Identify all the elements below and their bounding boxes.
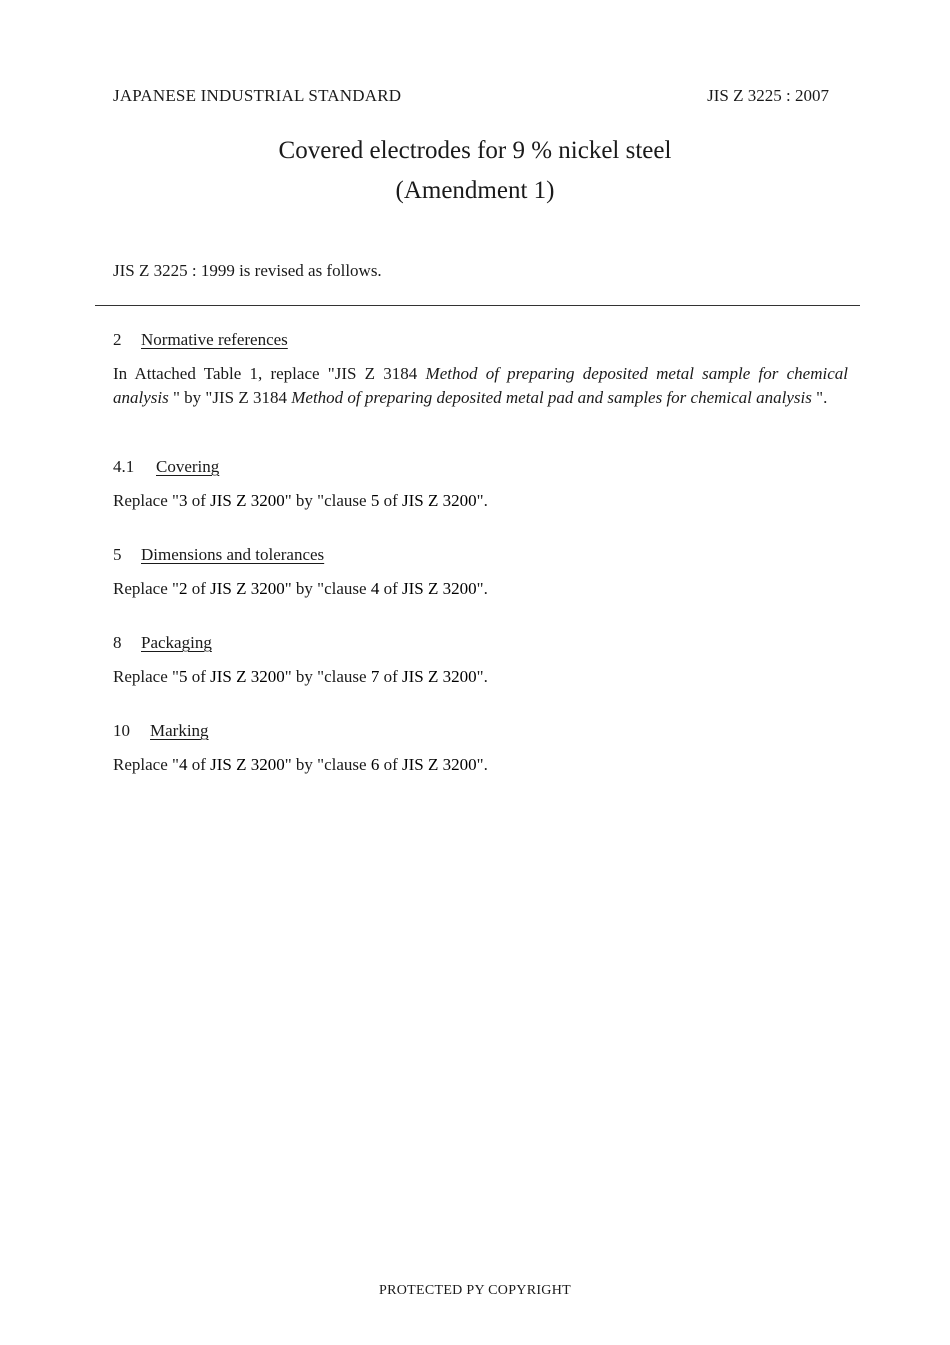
section-body [113,489,848,513]
body-text: Replace " [113,755,179,774]
section-title: Marking [150,721,209,740]
new-clause-number: 6 [370,755,380,774]
body-text: ". [811,388,828,407]
old-clause-number: 2 [178,579,188,598]
body-text: of [187,579,211,598]
section-heading [113,719,848,743]
body-text: of [187,491,211,510]
standard-reference: JIS Z 3200 [210,491,285,510]
section-marking [113,719,848,777]
body-text: of [187,755,211,774]
header-standard-number: JIS Z 3225 : 2007 [707,86,829,105]
document-title-reference: Method of preparing deposited metal pad and samples for chemical analysis [291,388,812,407]
section-body [113,362,848,410]
body-text: ". [476,667,488,686]
copyright-footer: PROTECTED PY COPYRIGHT [379,1283,571,1298]
body-text: " by "clause [284,491,371,510]
standard-reference: JIS Z 3200 [210,667,285,686]
section-dimensions-and-tolerances [113,543,848,601]
section-number: 5 [113,545,122,564]
horizontal-divider [95,305,860,306]
new-clause-number: 4 [370,579,380,598]
body-text: In Attached Table 1, replace "JIS Z 3184 [113,364,426,383]
standard-reference: JIS Z 3200 [402,579,477,598]
body-text: of [379,491,403,510]
body-text: Replace " [113,491,179,510]
old-clause-number: 4 [178,755,188,774]
standard-reference: JIS Z 3200 [402,491,477,510]
body-text: of [379,755,403,774]
section-title: Covering [156,457,220,476]
section-title: Dimensions and tolerances [141,545,325,564]
section-packaging [113,631,848,689]
body-text: ". [476,579,488,598]
intro-statement: JIS Z 3225 : 1999 is revised as follows. [113,261,382,280]
section-body [113,577,848,601]
body-text: " by "clause [284,755,371,774]
body-text: of [379,579,403,598]
section-covering [113,455,848,513]
section-body [113,665,848,689]
standard-reference: JIS Z 3200 [402,667,477,686]
old-clause-number: 5 [178,667,188,686]
body-text: of [379,667,403,686]
body-text: ". [476,755,488,774]
document-title-reference: Method of preparing deposited metal sample for chemical analysis [113,364,848,407]
document-subtitle: (Amendment 1) [395,177,555,204]
new-clause-number: 7 [370,667,380,686]
section-body [113,753,848,777]
header-standard-label: JAPANESE INDUSTRIAL STANDARD [113,86,402,105]
document-title: Covered electrodes for 9 % nickel steel [278,137,672,164]
section-number: 8 [113,633,122,652]
section-heading [113,543,848,567]
section-heading [113,631,848,655]
section-title: Packaging [141,633,212,652]
body-text: of [187,667,211,686]
standard-reference: JIS Z 3200 [210,579,285,598]
old-clause-number: 3 [178,491,188,510]
new-clause-number: 5 [370,491,380,510]
section-number: 10 [113,721,130,740]
section-heading [113,328,848,352]
body-text: Replace " [113,667,179,686]
body-text: Replace " [113,579,179,598]
body-text: ". [476,491,488,510]
body-text: " by "clause [284,667,371,686]
section-normative-references [113,328,848,410]
section-title: Normative references [141,330,288,349]
body-text: " by "JIS Z 3184 [168,388,292,407]
body-text: " by "clause [284,579,371,598]
section-number: 2 [113,330,122,349]
standard-reference: JIS Z 3200 [210,755,285,774]
section-number: 4.1 [113,457,135,476]
standard-reference: JIS Z 3200 [402,755,477,774]
section-heading [113,455,848,479]
